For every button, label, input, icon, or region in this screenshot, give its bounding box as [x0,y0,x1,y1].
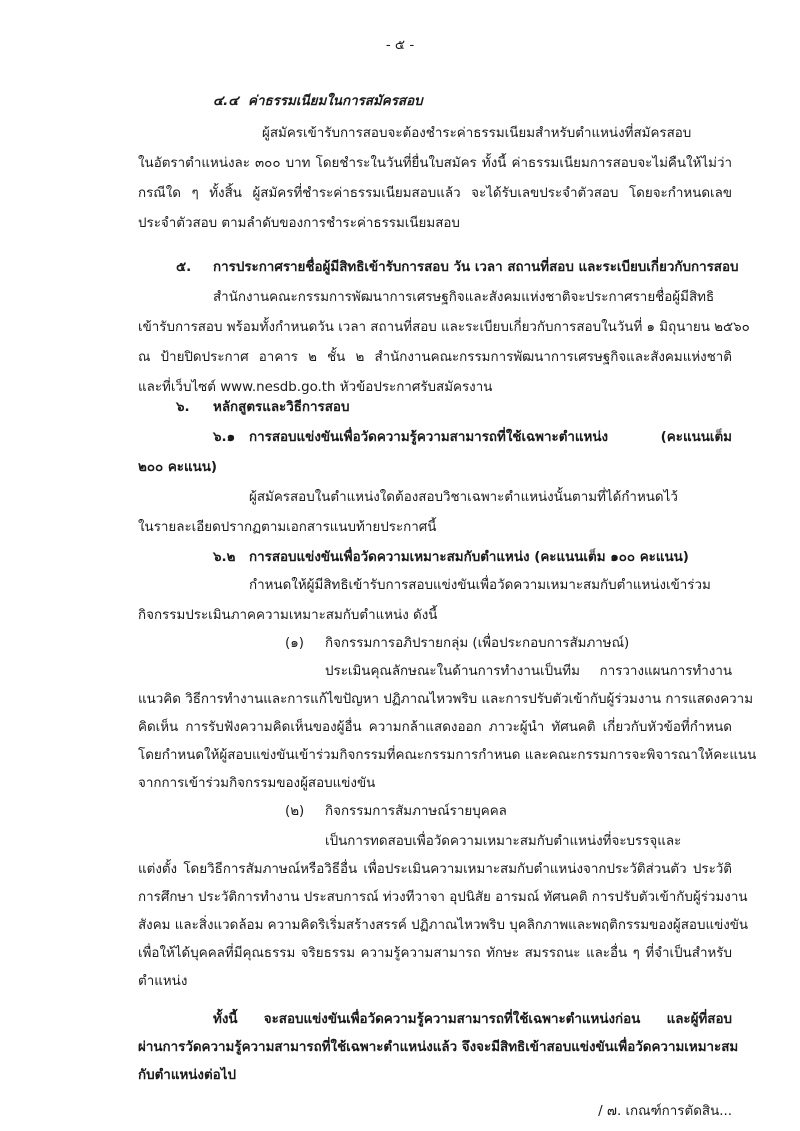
section-5-line-4: และที่เว็บไซต์ www.nesdb.go.th หัวข้อประกาศรับสมัครงาน [138,380,493,395]
section-5-line-2: เข้ารับการสอบ พร้อมทั้งกำหนดวัน เวลา สถานที่สอบ และระเบียบเกี่ยวกับการสอบในวันที่ ๑ มิถุนายน ๒๕๖๐ [138,320,750,335]
item-1-line-5: จากการเข้าร่วมกิจกรรมของผู้สอบแข่งขัน [138,776,376,791]
section-4-4-line-2: ในอัตราตำแหน่งละ ๓๐๐ บาท โดยชำระในวันที่ยื่นใบสมัคร ทั้งนี้ ค่าธรรมเนียมการสอบจะไม่คืนให้ไม่ว่า [138,156,732,171]
section-5-title: การประกาศรายชื่อผู้มีสิทธิเข้ารับการสอบ วัน เวลา สถานที่สอบ และระเบียบเกี่ยวกับการสอบ [213,260,739,275]
item-1-line-1: ประเมินคุณลักษณะในด้านการทำงานเป็นทีม การวางแผนการทำงาน [325,664,732,679]
section-4-4-line-1: ผู้สมัครเข้ารับการสอบจะต้องชำระค่าธรรมเนียมสำหรับตำแหน่งที่สมัครสอบ [262,126,692,141]
closing-line-1: ทั้งนี้ จะสอบแข่งขันเพื่อวัดความรู้ความสามารถที่ใช้เฉพาะตำแหน่งก่อน และผู้ที่สอบ [213,1012,732,1027]
item-2-title: กิจกรรมการสัมภาษณ์รายบุคคล [325,804,507,819]
closing-line-3: กับตำแหน่งต่อไป [138,1068,236,1083]
section-6-1-line-2: ในรายละเอียดปรากฏตามเอกสารแนบท้ายประกาศนี้ [138,520,437,535]
item-1-line-3: คิดเห็น การรับฟังความคิดเห็นของผู้อื่น ความกล้าแสดงออก ภาวะผู้นำ ทัศนคติ เกี่ยวกับหัวข้อที่กำหนด [138,720,732,735]
item-2-number: (๒) [285,804,305,819]
item-1-number: (๑) [285,636,304,651]
section-5-line-3: ณ ป้ายปิดประกาศ อาคาร ๒ ชั้น ๒ สำนักงานคณะกรรมการพัฒนาการเศรษฐกิจและสังคมแห่งชาติ [138,350,732,365]
section-4-4-title: ค่าธรรมเนียมในการสมัครสอบ [248,94,423,109]
section-4-4-line-3: กรณีใด ๆ ทั้งสิ้น ผู้สมัครที่ชำระค่าธรรมเนียมสอบแล้ว จะได้รับเลขประจำตัวสอบ โดยจะกำหนดเลข [138,186,732,201]
item-1-title: กิจกรรมการอภิปรายกลุ่ม (เพื่อประกอบการสัมภาษณ์) [325,636,630,651]
item-2-line-5: เพื่อให้ได้บุคคลที่มีคุณธรรม จริยธรรม ความรู้ความสามารถ ทักษะ สมรรถนะ และอื่น ๆ ที่จำเป็นสำหรับ [138,946,732,961]
section-4-4-number: ๔.๔ [213,94,239,109]
item-2-line-6: ตำแหน่ง [138,974,188,989]
section-5-line-1: สำนักงานคณะกรรมการพัฒนาการเศรษฐกิจและสังคมแห่งชาติจะประกาศรายชื่อผู้มีสิทธิ [213,290,715,305]
closing-line-2: ผ่านการวัดความรู้ความสามารถที่ใช้เฉพาะตำแหน่งแล้ว จึงจะมีสิทธิเข้าสอบแข่งขันเพื่อวัดความเหมาะสม [138,1040,739,1055]
item-2-line-1: เป็นการทดสอบเพื่อวัดความเหมาะสมกับตำแหน่งที่จะบรรจุและ [325,834,682,849]
section-6-2-line-1: กำหนดให้ผู้มีสิทธิเข้ารับการสอบแข่งขันเพื่อวัดความเหมาะสมกับตำแหน่งเข้าร่วม [249,578,711,593]
section-6-number: ๖. [176,400,190,415]
section-5-number: ๕. [176,260,192,275]
section-6-1-title: การสอบแข่งขันเพื่อวัดความรู้ความสามารถที่ใช้เฉพาะตำแหน่ง (คะแนนเต็ม [249,430,732,445]
item-2-line-4: สังคม และสิ่งแวดล้อม ความคิดริเริ่มสร้างสรรค์ ปฏิภาณไหวพริบ บุคลิกภาพและพฤติกรรมของผู้สอบแข่งขัน [138,918,749,933]
section-4-4-line-4: ประจำตัวสอบ ตามลำดับของการชำระค่าธรรมเนียมสอบ [138,216,460,231]
page-number: - ๕ - [385,38,415,53]
section-6-1-line-1: ผู้สมัครสอบในตำแหน่งใดต้องสอบวิชาเฉพาะตำแหน่งนั้นตามที่ได้กำหนดไว้ [249,490,678,505]
item-2-line-2: แต่งตั้ง โดยวิธีการสัมภาษณ์หรือวิธีอื่น เพื่อประเมินความเหมาะสมกับตำแหน่งจากประวัติส่วนตัว ประวัติ [138,862,732,877]
section-6-1-number: ๖.๑ [213,430,236,445]
section-6-2-number: ๖.๒ [213,550,236,565]
item-1-line-2: แนวคิด วิธีการทำงานและการแก้ไขปัญหา ปฏิภาณไหวพริบ และการปรับตัวเข้ากับผู้ร่วมงาน การแสดงความ [138,692,754,707]
item-2-line-3: การศึกษา ประวัติการทำงาน ประสบการณ์ ท่วงทีวาจา อุปนิสัย อารมณ์ ทัศนคติ การปรับตัวเข้ากับผู้ร่วมงาน [138,890,748,905]
continuation-marker: / ๗. เกณฑ์การตัดสิน... [598,1104,732,1119]
section-6-2-title: การสอบแข่งขันเพื่อวัดความเหมาะสมกับตำแหน่ง (คะแนนเต็ม ๑๐๐ คะแนน) [249,550,689,565]
section-6-2-line-2: กิจกรรมประเมินภาคความเหมาะสมกับตำแหน่ง ดังนี้ [138,608,438,623]
section-6-1-title-continued: ๒๐๐ คะแนน) [138,460,218,475]
section-6-title: หลักสูตรและวิธีการสอบ [213,400,350,415]
item-1-line-4: โดยกำหนดให้ผู้สอบแข่งขันเข้าร่วมกิจกรรมที่คณะกรรมการกำหนด และคณะกรรมการจะพิจารณาให้คะแนน [138,748,757,763]
